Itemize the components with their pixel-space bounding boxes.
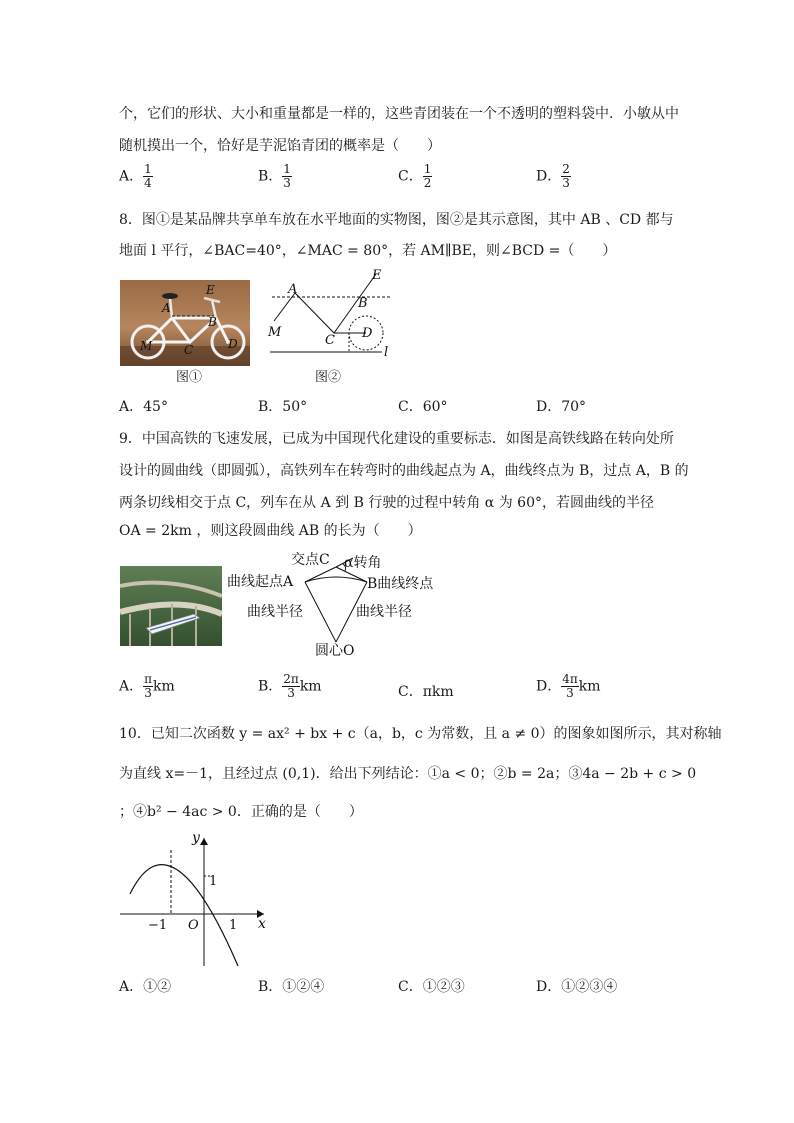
q10-text-line2: 为直线 x=－1，且经过点 (0,1)．给出下列结论：①a < 0；②b = 2a；③4a − 2b + c > 0 (119, 766, 697, 782)
label-radius-left: 曲线半径 (247, 604, 303, 620)
q7-option-a[interactable]: A． $\frac{1}{4}$ (119, 162, 152, 190)
train-photo (120, 566, 222, 646)
parabola-graph (118, 830, 278, 970)
diagram-label-d: D (362, 326, 373, 341)
q8-option-d[interactable]: D．70° (536, 399, 587, 415)
line-ce (334, 274, 376, 333)
label-curve-start: 曲线起点A (227, 574, 294, 590)
photo-label-a: A (162, 301, 171, 315)
bike-seat (162, 293, 178, 299)
q8-option-c[interactable]: C．60° (398, 399, 448, 415)
q9-option-c[interactable]: C．πkm (398, 684, 454, 700)
schematic-diagram (262, 266, 397, 366)
q9-option-d[interactable]: D． $\frac{4\pi}{3}$ km (536, 672, 601, 700)
bicycle-photo (120, 280, 250, 366)
q8-option-a[interactable]: A．45° (119, 399, 168, 415)
photo-label-c: C (184, 343, 194, 357)
diagram-label-c: C (325, 333, 335, 348)
q9-text-line3: 两条切线相交于点 C，列车在从 A 到 B 行驶的过程中转角 α 为 60°，若圆曲线的半径 (119, 495, 654, 511)
diagram-label-m: M (268, 325, 282, 340)
q10-option-d[interactable]: D．①②③④ (536, 979, 618, 995)
q7-option-d[interactable]: D． $\frac{2}{3}$ (536, 162, 570, 190)
label-turn-angle: α转角 (344, 555, 382, 571)
photo-label-d: D (228, 337, 238, 351)
label-y-one: 1 (209, 874, 218, 889)
label-origin: O (188, 918, 199, 933)
label-intersection-c: 交点C (291, 552, 330, 568)
photo-label-m: M (140, 339, 153, 353)
label-center-o: 圆心O (315, 643, 355, 659)
label-x-one: 1 (229, 918, 238, 933)
label-neg-one: −1 (148, 918, 168, 933)
diagram-label-a: A (288, 282, 298, 297)
label-curve-end: B曲线终点 (367, 576, 434, 592)
figure2-caption: 图② (315, 370, 342, 385)
q8-text-line2: 地面 l 平行，∠BAC=40°，∠MAC = 80°，若 AM∥BE，则∠BCD =（ ） (119, 243, 617, 259)
q10-text-line3: ；④b² − 4ac > 0．正确的是（ ） (119, 804, 363, 820)
q9-text-line1: 9．中国高铁的飞速发展，已成为中国现代化建设的重要标志．如图是高铁线路在转向处所 (119, 431, 674, 447)
q7-option-c[interactable]: C． $\frac{1}{2}$ (398, 162, 432, 190)
q7-text-line1: 个，它们的形状、大小和重量都是一样的，这些青团装在一个不透明的塑料袋中．小敏从中 (119, 106, 679, 122)
label-x: x (258, 916, 266, 932)
diagram-label-b: B (358, 296, 368, 311)
radius-oa (305, 582, 336, 642)
q9-text-line2: 设计的圆曲线（即圆弧），高铁列车在转弯时的曲线起点为 A，曲线终点为 B，过点 A，B 的 (119, 463, 689, 479)
photo-label-e: E (206, 283, 215, 297)
figure1-caption: 图① (176, 370, 203, 385)
q7-option-b[interactable]: B． $\frac{1}{3}$ (258, 162, 291, 190)
q9-text-line4: OA = 2km ，则这段圆曲线 AB 的长为（ ） (119, 523, 422, 539)
diagram-label-l: l (384, 345, 389, 360)
q10-option-b[interactable]: B．①②④ (258, 979, 325, 995)
y-axis-arrow (200, 838, 208, 845)
diagram-label-e: E (372, 268, 382, 283)
parabola-curve (130, 865, 238, 966)
q10-option-c[interactable]: C．①②③ (398, 979, 465, 995)
tangent-ac (305, 567, 336, 582)
q10-text-line1: 10．已知二次函数 y = ax² + bx + c（a，b，c 为常数，且 a ≠ 0）的图象如图所示，其对称轴 (119, 726, 722, 742)
q10-option-a[interactable]: A．①② (119, 979, 172, 995)
photo-label-b: B (208, 315, 217, 329)
q7-text-line2: 随机摸出一个，恰好是芋泥馅青团的概率是（ ） (119, 138, 441, 154)
q9-option-b[interactable]: B． $\frac{2\pi}{3}$ km (258, 672, 322, 700)
q8-text-line1: 8．图①是某品牌共享单车放在水平地面的实物图，图②是其示意图，其中 AB 、CD 都与 (119, 212, 674, 228)
q9-option-a[interactable]: A． $\frac{\pi}{3}$ km (119, 672, 175, 700)
curve-diagram (225, 548, 450, 660)
label-radius-right: 曲线半径 (356, 604, 412, 620)
q8-option-b[interactable]: B．50° (258, 399, 308, 415)
label-y: y (192, 830, 200, 846)
line-ac (295, 293, 334, 333)
